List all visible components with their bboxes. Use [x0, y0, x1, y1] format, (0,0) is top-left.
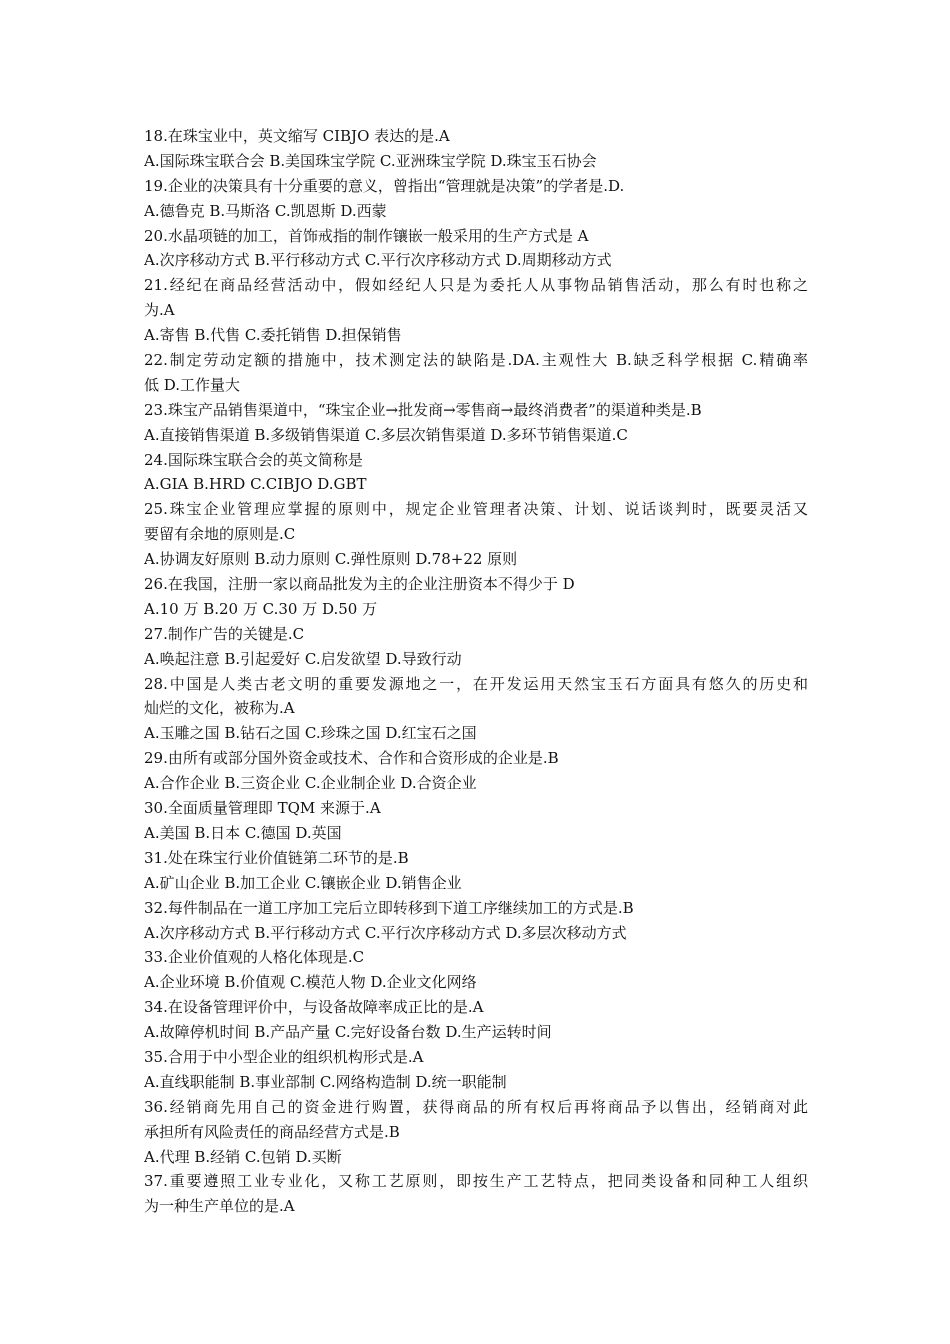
question-28-cont: 灿烂的文化，被称为.A — [144, 699, 295, 718]
options-24: A.GIA B.HRD C.CIBJO D.GBT — [144, 475, 367, 494]
options-19: A.德鲁克 B.马斯洛 C.凯恩斯 D.西蒙 — [144, 201, 387, 220]
question-33: 33.企业价值观的人格化体现是.C — [144, 948, 365, 967]
question-21-cont: 为.A — [144, 301, 175, 320]
question-26: 26.在我国，注册一家以商品批发为主的企业注册资本不得少于 D — [144, 575, 575, 594]
question-25: 25.珠宝企业管理应掌握的原则中，规定企业管理者决策、计划、说话谈判时，既要灵活又 — [144, 500, 808, 519]
options-20: A.次序移动方式 B.平行移动方式 C.平行次序移动方式 D.周期移动方式 — [144, 251, 612, 270]
options-31: A.矿山企业 B.加工企业 C.镶嵌企业 D.销售企业 — [144, 873, 462, 892]
question-37: 37.重要遵照工业专业化，又称工艺原则，即按生产工艺特点，把同类设备和同种工人组织 — [144, 1172, 808, 1191]
question-31: 31.处在珠宝行业价值链第二环节的是.B — [144, 848, 409, 867]
question-25-cont: 要留有余地的原则是.C — [144, 525, 296, 544]
question-30: 30.全面质量管理即 TQM 来源于.A — [144, 799, 381, 818]
question-32: 32.每件制品在一道工序加工完后立即转移到下道工序继续加工的方式是.B — [144, 898, 634, 917]
options-34: A.故障停机时间 B.产品产量 C.完好设备台数 D.生产运转时间 — [144, 1023, 552, 1042]
options-23: A.直接销售渠道 B.多级销售渠道 C.多层次销售渠道 D.多环节销售渠道.C — [144, 425, 628, 444]
question-21: 21.经纪在商品经营活动中，假如经纪人只是为委托人从事物品销售活动，那么有时也称之 — [144, 276, 808, 295]
options-27: A.唤起注意 B.引起爱好 C.启发欲望 D.导致行动 — [144, 649, 462, 668]
question-36-cont: 承担所有风险责任的商品经营方式是.B — [144, 1122, 400, 1141]
question-35: 35.合用于中小型企业的组织机构形式是.A — [144, 1047, 424, 1066]
question-19: 19.企业的决策具有十分重要的意义，曾指出“管理就是决策”的学者是.D. — [144, 176, 625, 195]
question-29: 29.由所有或部分国外资金或技术、合作和合资形成的企业是.B — [144, 749, 559, 768]
options-30: A.美国 B.日本 C.德国 D.英国 — [144, 823, 342, 842]
options-26: A.10 万 B.20 万 C.30 万 D.50 万 — [144, 599, 378, 618]
question-22-cont: 低 D.工作量大 — [144, 375, 241, 394]
question-27: 27.制作广告的关键是.C — [144, 624, 305, 643]
options-25: A.协调友好原则 B.动力原则 C.弹性原则 D.78+22 原则 — [144, 550, 518, 569]
options-29: A.合作企业 B.三资企业 C.企业制企业 D.合资企业 — [144, 774, 477, 793]
options-36: A.代理 B.经销 C.包销 D.买断 — [144, 1147, 342, 1166]
question-37-cont: 为一种生产单位的是.A — [144, 1197, 295, 1216]
options-33: A.企业环境 B.价值观 C.模范人物 D.企业文化网络 — [144, 973, 477, 992]
question-24: 24.国际珠宝联合会的英文简称是 — [144, 450, 363, 469]
question-20: 20.水晶项链的加工，首饰戒指的制作镶嵌一般采用的生产方式是 A — [144, 226, 589, 245]
options-18: A.国际珠宝联合会 B.美国珠宝学院 C.亚洲珠宝学院 D.珠宝玉石协会 — [144, 151, 597, 170]
question-18: 18.在珠宝业中，英文缩写 CIBJO 表达的是.A — [144, 127, 450, 145]
options-35: A.直线职能制 B.事业部制 C.网络构造制 D.统一职能制 — [144, 1072, 507, 1091]
options-28: A.玉雕之国 B.钻石之国 C.珍珠之国 D.红宝石之国 — [144, 724, 477, 743]
question-28: 28.中国是人类古老文明的重要发源地之一，在开发运用天然宝玉石方面具有悠久的历史和 — [144, 674, 808, 693]
question-22: 22.制定劳动定额的措施中，技术测定法的缺陷是.DA.主观性大 B.缺乏科学根据 C.精确率 — [144, 351, 808, 370]
options-32: A.次序移动方式 B.平行移动方式 C.平行次序移动方式 D.多层次移动方式 — [144, 923, 627, 942]
question-36: 36.经销商先用自己的资金进行购置，获得商品的所有权后再将商品予以售出，经销商对此 — [144, 1097, 808, 1116]
options-21: A.寄售 B.代售 C.委托销售 D.担保销售 — [144, 326, 402, 345]
document-page — [144, 124, 808, 1219]
question-34: 34.在设备管理评价中，与设备故障率成正比的是.A — [144, 998, 484, 1017]
question-23: 23.珠宝产品销售渠道中，“珠宝企业→批发商→零售商→最终消费者”的渠道种类是.B — [144, 400, 702, 419]
